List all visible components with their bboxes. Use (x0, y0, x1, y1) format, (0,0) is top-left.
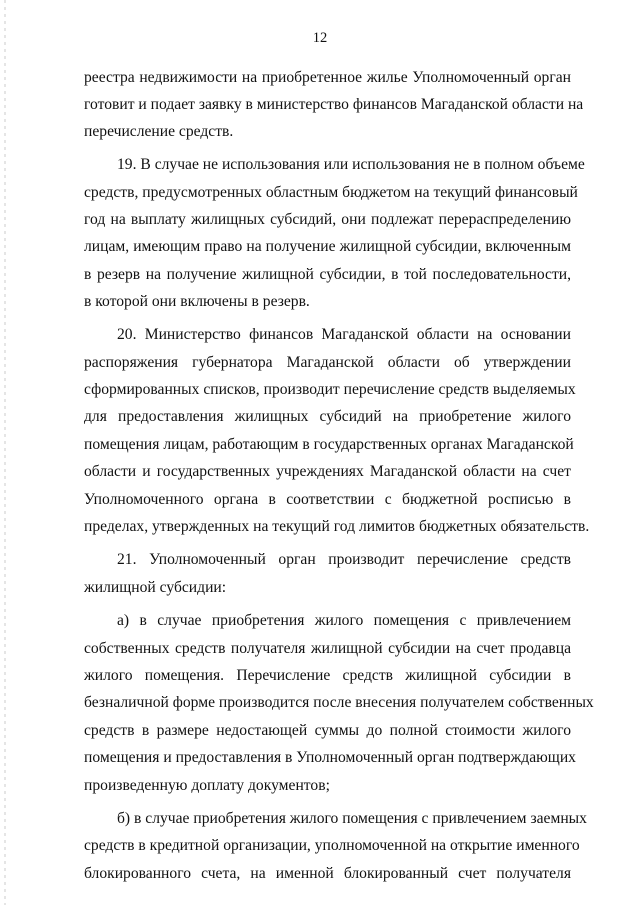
text-line: а) в случае приобретения жилого помещения с привлечением (117, 612, 571, 629)
text-line: в которой они включены в резерв. (84, 293, 310, 310)
text-line: реестра недвижимости на приобретенное жилье Уполномоченный орган (84, 69, 571, 86)
text-line: в резерв на получение жилищной субсидии, в той последовательности, (84, 266, 571, 283)
text-line: б) в случае приобретения жилого помещения с привлечением заемных (117, 810, 587, 827)
text-line: год на выплату жилищных субсидий, они подлежат перераспределению (84, 211, 571, 228)
text-line: блокированного счета, на именной блокированный счет получателя (84, 865, 571, 882)
text-line: жилищной субсидии: (84, 579, 227, 596)
text-line: перечисление средств. (84, 123, 234, 140)
text-line: Уполномоченного органа в соответствии с бюджетной росписью в (84, 491, 571, 508)
page-number: 12 (312, 30, 328, 46)
text-line: готовит и подает заявку в министерство финансов Магаданской области на (84, 96, 584, 113)
text-line: пределах, утвержденных на текущий год лимитов бюджетных обязательств. (84, 518, 590, 535)
text-line: распоряжения губернатора Магаданской области об утверждении (84, 354, 571, 371)
text-line: безналичной форме производится после внесения получателем собственных (84, 694, 594, 711)
text-line: произведенную доплату документов; (84, 777, 330, 794)
text-line: 19. В случае не использования или использования не в полном объеме (117, 156, 585, 173)
text-line: лицам, имеющим право на получение жилищной субсидии, включенным (84, 238, 571, 255)
scan-edge (4, 0, 6, 905)
text-line: средств в размере недостающей суммы до полной стоимости жилого (84, 722, 571, 739)
text-line: для предоставления жилищных субсидий на приобретение жилого (84, 408, 571, 425)
text-line: собственных средств получателя жилищной субсидии на счет продавца (84, 640, 571, 657)
text-line: помещения и предоставления в Уполномоченный орган подтверждающих (84, 749, 576, 766)
text-line: жилого помещения. Перечисление средств жилищной субсидии в (84, 667, 571, 684)
text-line: 21. Уполномоченный орган производит перечисление средств (117, 551, 571, 568)
text-line: области и государственных учреждениях Магаданской области на счет (84, 463, 571, 480)
text-line: сформированных списков, производит перечисление средств выделяемых (84, 381, 576, 398)
text-line: 20. Министерство финансов Магаданской области на основании (117, 326, 571, 343)
text-line: средств в кредитной организации, уполномоченной на открытие именного (84, 837, 580, 854)
text-line: средств, предусмотренных областным бюджетом на текущий финансовый (84, 184, 578, 201)
text-line: помещения лицам, работающим в государственных органах Магаданской (84, 436, 574, 453)
